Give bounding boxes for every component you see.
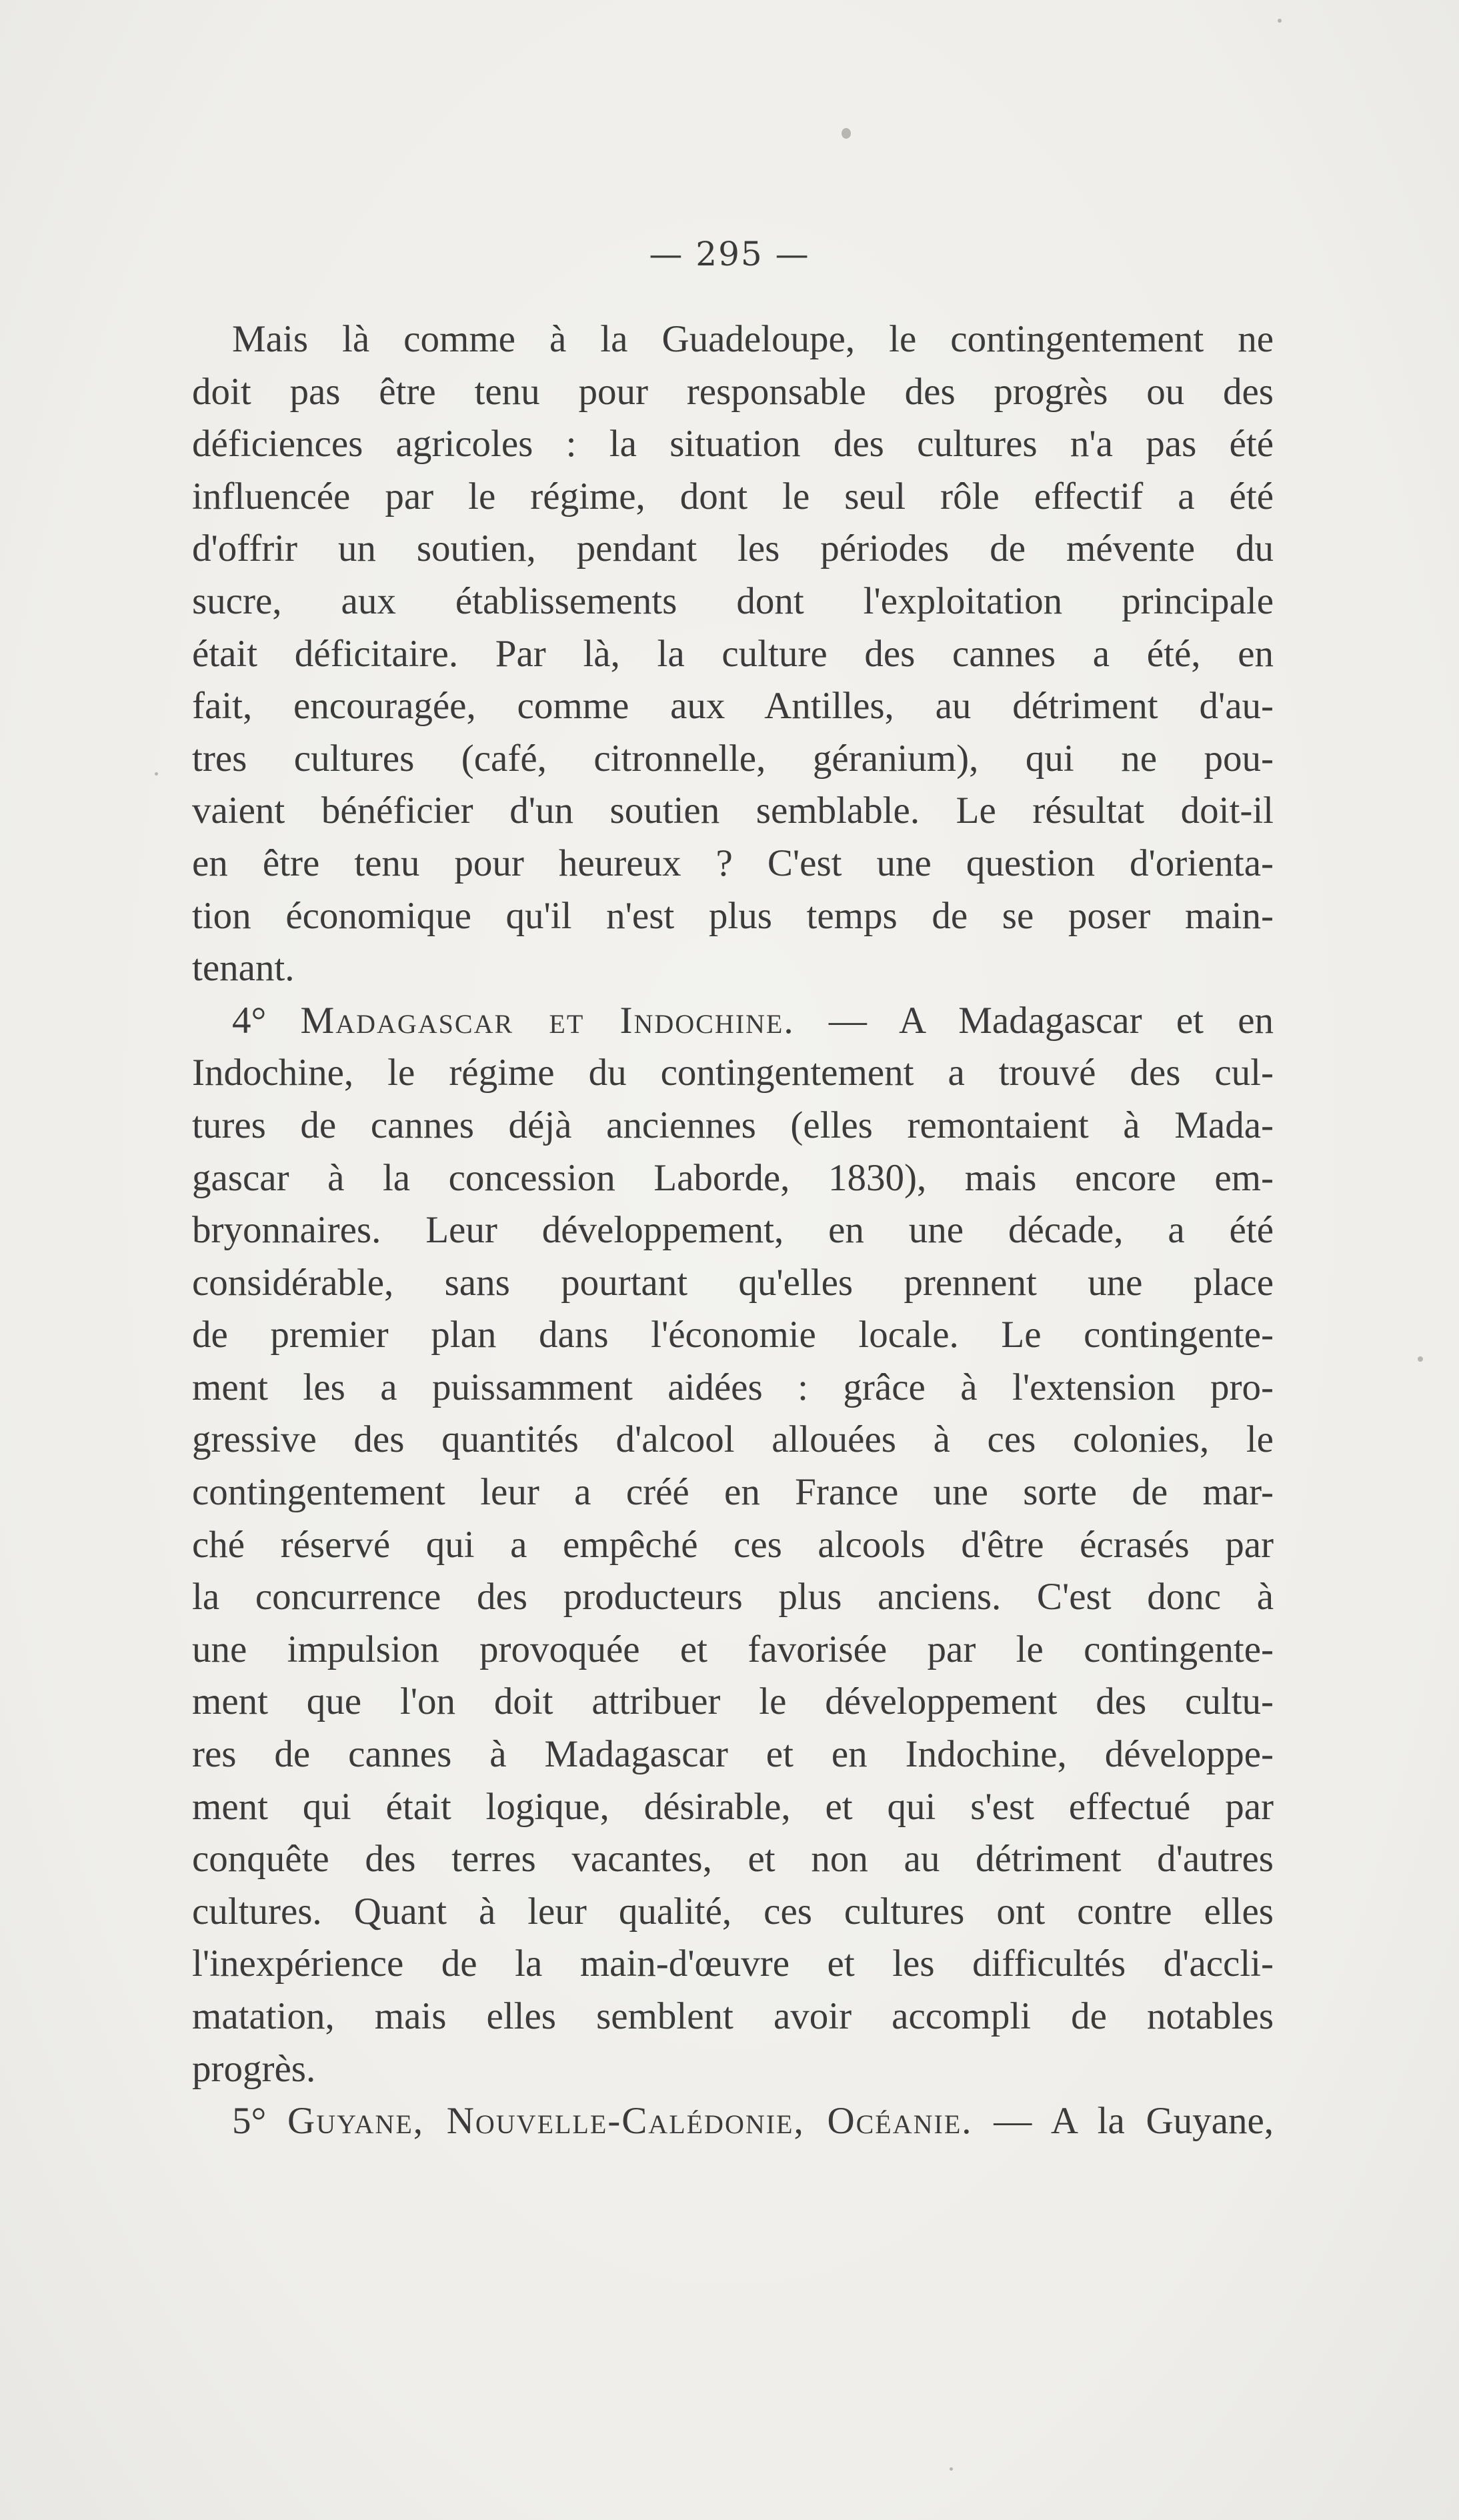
text-line: influencée par le régime, dont le seul rôle effectif a été bbox=[192, 475, 1274, 517]
text-line: cultures. Quant à leur qualité, ces cultures ont contre elles bbox=[192, 1890, 1274, 1933]
text-line: sucre, aux établissements dont l'exploitation principale bbox=[192, 579, 1274, 622]
text-line: res de cannes à Madagascar et en Indochine, développe- bbox=[192, 1733, 1274, 1776]
text-line: tion économique qu'il n'est plus temps de se poser main- bbox=[192, 894, 1274, 937]
text-line: matation, mais elles semblent avoir accompli de notables bbox=[192, 1995, 1274, 2037]
text-line: était déficitaire. Par là, la culture des cannes a été, en bbox=[192, 632, 1274, 675]
text-line: Mais là comme à la Guadeloupe, le contingentement ne bbox=[232, 318, 1274, 360]
paper-speck bbox=[1278, 19, 1282, 23]
section-title: Madagascar et Indochine. bbox=[300, 999, 795, 1042]
body-text bbox=[192, 313, 1274, 2148]
text-line: Indochine, le régime du contingentement a trouvé des cul- bbox=[192, 1052, 1274, 1094]
text-line: considérable, sans pourtant qu'elles prennent une place bbox=[192, 1261, 1274, 1304]
paper-speck bbox=[1418, 1356, 1423, 1362]
text-line: vaient bénéficier d'un soutien semblable. Le résultat doit-il bbox=[192, 790, 1274, 832]
section-heading-madagascar bbox=[192, 995, 1274, 1048]
section-number: 4° bbox=[232, 999, 267, 1042]
text-line: l'inexpérience de la main-d'œuvre et les difficultés d'accli- bbox=[192, 1943, 1274, 1985]
page-number: — 295 — bbox=[649, 235, 810, 273]
text-line: gascar à la concession Laborde, 1830), mais encore em- bbox=[192, 1156, 1274, 1199]
text-line: ment qui était logique, désirable, et qui s'est effectué par bbox=[192, 1785, 1274, 1828]
paper-speck bbox=[842, 128, 851, 139]
paper-speck bbox=[155, 772, 158, 776]
text-line: la concurrence des producteurs plus anciens. C'est donc à bbox=[192, 1576, 1274, 1618]
paper-speck bbox=[950, 2467, 953, 2471]
text-line: en être tenu pour heureux ? C'est une question d'orienta- bbox=[192, 842, 1274, 884]
section-lead: — A la Guyane, bbox=[994, 2100, 1274, 2143]
text-line: contingentement leur a créé en France une sorte de mar- bbox=[192, 1471, 1274, 1514]
section-number: 5° bbox=[232, 2100, 267, 2143]
text-line: ment que l'on doit attribuer le développement des cultu- bbox=[192, 1680, 1274, 1723]
section-title: Guyane, Nouvelle-Calédonie, Océanie. bbox=[287, 2100, 973, 2143]
text-line: tures de cannes déjà anciennes (elles remontaient à Mada- bbox=[192, 1104, 1274, 1146]
text-line: ment les a puissamment aidées : grâce à l'extension pro- bbox=[192, 1366, 1274, 1408]
text-line: déficiences agricoles : la situation des cultures n'a pas été bbox=[192, 423, 1274, 465]
text-line: conquête des terres vacantes, et non au détriment d'autres bbox=[192, 1838, 1274, 1880]
text-line: une impulsion provoquée et favorisée par le contingente- bbox=[192, 1628, 1274, 1670]
text-line: bryonnaires. Leur développement, en une décade, a été bbox=[192, 1209, 1274, 1252]
text-line: tenant. bbox=[192, 947, 295, 990]
text-line: tres cultures (café, citronnelle, géranium), qui ne pou- bbox=[192, 737, 1274, 780]
text-line: gressive des quantités d'alcool allouées à ces colonies, le bbox=[192, 1418, 1274, 1461]
text-line: fait, encouragée, comme aux Antilles, au détriment d'au- bbox=[192, 685, 1274, 728]
section-heading-guyane bbox=[192, 2095, 1274, 2148]
section-lead: — A Madagascar et en bbox=[828, 999, 1274, 1042]
text-line: ché réservé qui a empêché ces alcools d'être écrasés par bbox=[192, 1523, 1274, 1566]
text-line: progrès. bbox=[192, 2047, 316, 2090]
text-line: de premier plan dans l'économie locale. Le contingente- bbox=[192, 1314, 1274, 1356]
text-line: d'offrir un soutien, pendant les périodes de mévente du bbox=[192, 527, 1274, 570]
text-line: doit pas être tenu pour responsable des progrès ou des bbox=[192, 370, 1274, 413]
